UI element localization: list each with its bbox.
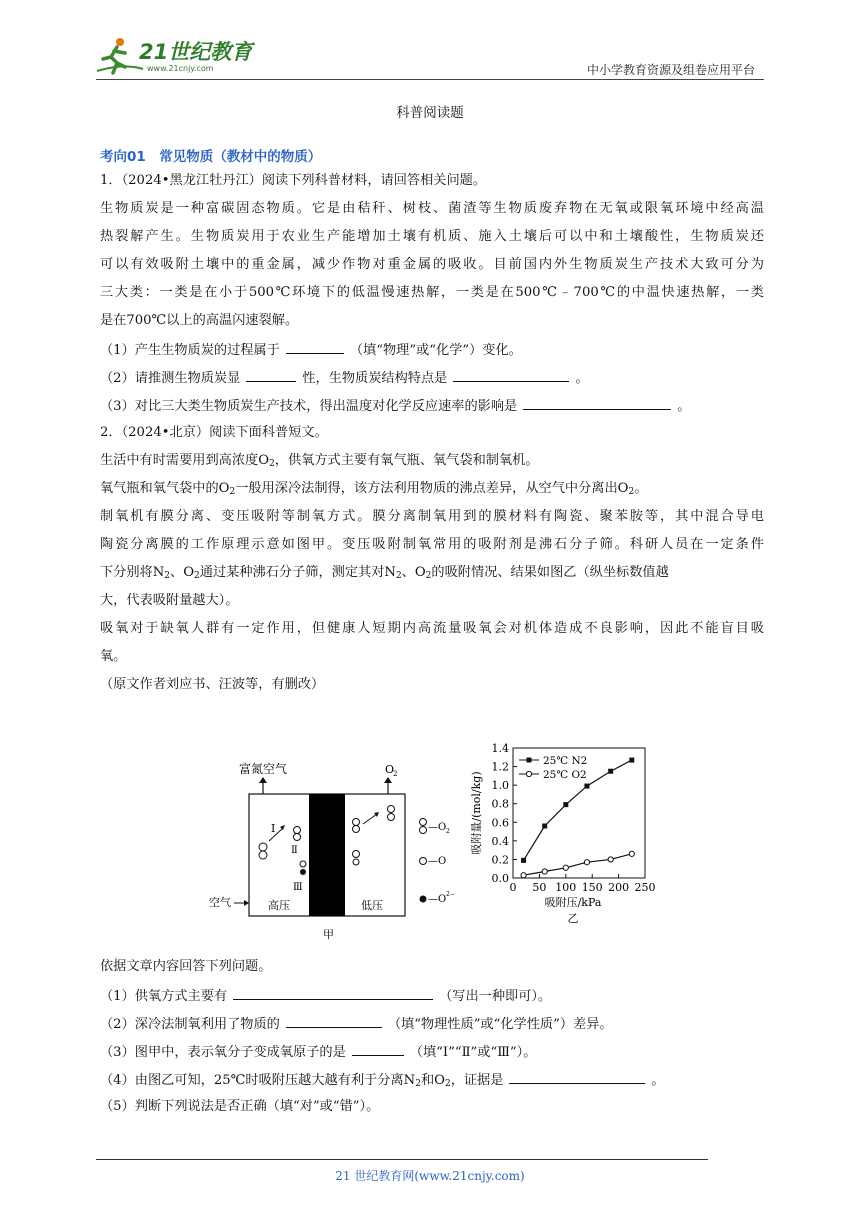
- header-divider: [96, 79, 764, 80]
- fig-roman-2: Ⅱ: [291, 845, 298, 856]
- q1-para-line: 热裂解产生。生物质炭用于农业生产能增加土壤有机质、施入土壤后可以中和土壤酸性，生物质炭还: [100, 229, 764, 244]
- x-tick-label: 250: [634, 881, 656, 894]
- fig-roman-3: Ⅲ: [293, 882, 303, 893]
- chart-caption: 乙: [567, 912, 579, 925]
- x-tick-label: 100: [555, 881, 577, 894]
- q2-para-line: 吸氧对于缺氧人群有一定作用，但健康人短期内高流量吸氧会对机体造成不良影响，因此不能盲目吸: [100, 621, 764, 636]
- q2-para-line: 氧。: [100, 649, 127, 664]
- fig-label-rich-nitrogen: 富氮空气: [239, 762, 288, 776]
- answer-blank[interactable]: [286, 340, 344, 354]
- q1-para-line: 是在700℃以上的高温闪速裂解。: [100, 313, 299, 328]
- document-title: 科普阅读题: [396, 105, 464, 121]
- series-line-o2: [524, 854, 632, 875]
- data-point-o2: [608, 857, 613, 862]
- answer-blank[interactable]: [286, 1014, 382, 1028]
- q1-para-line: 可以有效吸附土壤中的重金属，减少作物对重金属的吸收。目前国内外生物质炭生产技术大致可分为: [100, 257, 764, 272]
- q1-title: 1．（2024•黑龙江牡丹江）阅读下列科普材料，请回答相关问题。: [100, 173, 487, 188]
- footer-divider: [96, 1159, 708, 1160]
- legend-marker-n2: [527, 758, 532, 763]
- q2-para-line: 生活中有时需要用到高浓度$O_2$，供氧方式主要有氧气瓶、氧气袋和制氧机。: [100, 453, 539, 469]
- q2-para-line: 制氧机有膜分离、变压吸附等制氧方式。膜分离制氧用到的膜材料有陶瓷、聚苯胺等，其中混合导电: [100, 509, 764, 524]
- y-tick-label: 0.0: [491, 872, 509, 885]
- fig-label-high-pressure: 高压: [268, 899, 290, 912]
- data-point-o2: [563, 865, 568, 870]
- runner-logo-icon: [97, 38, 143, 73]
- fig-label-o2-out: O: [385, 763, 395, 776]
- site-logo: [95, 35, 265, 77]
- data-point-n2: [542, 824, 547, 829]
- q2-para-line: 陶瓷分离膜的工作原理示意如图甲。变压吸附制氧常用的吸附剂是沸石分子筛。科研人员在一定条件: [100, 537, 764, 552]
- y-tick-label: 0.6: [491, 816, 509, 830]
- legend-o: —O: [428, 856, 447, 867]
- q2-sub5: （5）判断下列说法是否正确（填“对”或“错”）。: [100, 1099, 380, 1114]
- q2-title: 2．（2024•北京）阅读下面科普短文。: [100, 425, 328, 440]
- svg-text:2: 2: [393, 770, 398, 778]
- data-point-o2: [584, 860, 589, 865]
- q1-para-line: 生物质炭是一种富碳固态物质。它是由秸秆、树枝、菌渣等生物质废弃物在无氧或限氧环境中经高温: [100, 201, 764, 216]
- y-tick-label: 1.4: [491, 742, 509, 755]
- platform-name: 中小学教育资源及组卷应用平台: [586, 63, 755, 77]
- legend-label: 25℃ O2: [543, 769, 587, 781]
- fig-label-air: 空气: [209, 896, 231, 909]
- q2-sub4: （4）由图乙可知，25℃时吸附压越大越有利于分离$N_2$和$O_2$，证据是 。: [100, 1070, 764, 1093]
- fig-roman-1: Ⅰ: [271, 822, 276, 835]
- q2-sub2: （2）深冷法制氧利用了物质的 （填“物理性质”或“化学性质”）差异。: [100, 1014, 764, 1034]
- figure-panel: [195, 742, 665, 947]
- q2-para-line: 下分别将$N_2$、$O_2$通过某种沸石分子筛，测定其对$N_2$、$O_2$的吸附情况、结果如图乙（纵坐标数值越: [100, 565, 669, 581]
- q2-sub1: （1）供氧方式主要有 （写出一种即可）。: [100, 986, 764, 1006]
- logo-url: www.21cnjy.com: [147, 64, 214, 73]
- data-point-n2: [608, 769, 613, 774]
- answer-blank[interactable]: [453, 368, 569, 382]
- q2-source: （原文作者刘应书、汪波等，有删改）: [100, 677, 325, 692]
- y-tick-label: 1.2: [491, 760, 509, 774]
- svg-text:2−: 2−: [446, 891, 455, 898]
- data-point-n2: [584, 784, 589, 789]
- footer-text: 21 世纪教育网(www.21cnjy.com): [335, 1169, 525, 1183]
- q1-para-line: 三大类：一类是在小于500℃环境下的低温慢速热解，一类是在500℃﹣700℃的中温快速热解，一类: [100, 285, 764, 300]
- chart-xlabel: 吸附压/kPa: [544, 896, 602, 909]
- y-tick-label: 0.8: [491, 797, 509, 811]
- y-tick-label: 1.0: [491, 779, 509, 793]
- answer-blank[interactable]: [509, 1070, 645, 1084]
- legend-label: 25℃ N2: [543, 755, 588, 767]
- data-point-n2: [521, 858, 526, 863]
- q2-para-line: 氧气瓶和氧气袋中的$O_2$一般用深冷法制得，该方法利用物质的沸点差异，从空气中分离出$O_2$。: [100, 481, 648, 497]
- x-tick-label: 150: [581, 881, 603, 894]
- answer-blank[interactable]: [246, 368, 296, 382]
- q1-sub1: （1）产生生物质炭的过程属于 （填“物理”或“化学”）变化。: [100, 340, 764, 360]
- fig-caption-jia: 甲: [323, 928, 334, 941]
- y-tick-label: 0.2: [491, 853, 509, 867]
- data-point-o2: [629, 851, 634, 856]
- legend-o2-minus: —O: [428, 894, 447, 905]
- q2-para-line: 大，代表吸附量越大）。: [100, 593, 239, 608]
- section-title: 考向01 常见物质（教材中的物质）: [100, 149, 322, 165]
- svg-text:2: 2: [446, 828, 450, 835]
- logo-text: 21世纪教育: [139, 40, 253, 64]
- data-point-o2: [521, 873, 526, 878]
- answer-blank[interactable]: [233, 986, 433, 1000]
- data-point-n2: [629, 758, 634, 763]
- membrane: [309, 794, 345, 916]
- x-tick-label: 50: [532, 881, 547, 894]
- answer-blank[interactable]: [352, 1042, 404, 1056]
- fig-label-low-pressure: 低压: [361, 899, 383, 912]
- y-tick-label: 0.4: [491, 834, 509, 848]
- figure-jia-diagram: [209, 761, 455, 941]
- q2-instruction: 依据文章内容回答下列问题。: [100, 959, 272, 974]
- data-point-o2: [542, 869, 547, 874]
- q1-sub3: （3）对比三大类生物质炭生产技术，得出温度对化学反应速率的影响是 。: [100, 396, 764, 416]
- q2-sub3: （3）图甲中，表示氧分子变成氧原子的是 （填“Ⅰ”“Ⅱ”或“Ⅲ”）。: [100, 1042, 764, 1062]
- data-point-n2: [563, 802, 568, 807]
- q1-sub2: （2）请推测生物质炭显 性，生物质炭结构特点是 。: [100, 368, 764, 388]
- answer-blank[interactable]: [523, 396, 671, 410]
- x-tick-label: 0: [509, 881, 517, 894]
- chart-plot-area: [513, 748, 645, 878]
- legend-marker-o2: [526, 771, 531, 776]
- x-tick-label: 200: [608, 881, 630, 894]
- figure-yi-chart: [469, 742, 656, 925]
- chart-ylabel: 吸附量/(mol/kg): [470, 771, 483, 855]
- legend-o2: —O: [428, 822, 447, 833]
